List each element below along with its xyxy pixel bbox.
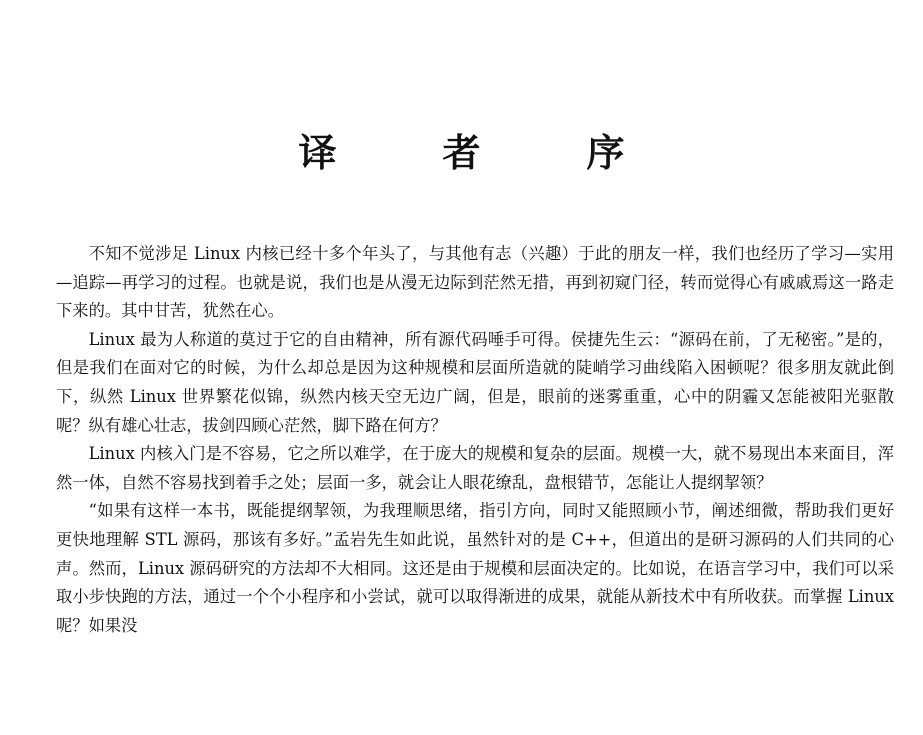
paragraph-4: “如果有这样一本书，既能提纲挈领，为我理顺思绪，指引方向，同时又能照顾小节，阐述细微，帮助我们更好更快地理解 STL 源码，那该有多好。”孟岩先生如此说，虽然针对的是 C++，但道出的是研习源码的人们共同的心声。然而，Linux 源码研究的方法却不大相同。这还是由于规模和层面决定的。比如说，在语言学习中，我们可以采取小步快跑的方法，通过一个个小程序和小尝试，就可以取得渐进的成果，就能从新技术中有所收获。而掌握 Linux 呢？如果没 [56, 501, 894, 635]
paragraph-1: 不知不觉涉足 Linux 内核已经十多个年头了，与其他有志（兴趣）于此的朋友一样，我们也经历了学习—实用—追踪—再学习的过程。也就是说，我们也是从漫无边际到茫然无措，再到初窥门径，转而觉得心有戚戚焉这一路走下来的。其中甘苦，犹然在心。 [56, 244, 894, 321]
page-title: 译 者 序 [298, 131, 659, 175]
paragraph-3: Linux 内核入门是不容易，它之所以难学，在于庞大的规模和复杂的层面。规模一大，就不易现出本来面目，浑然一体，自然不容易找到着手之处；层面一多，就会让人眼花缭乱，盘根错节，怎能让人提纲挈领？ [56, 444, 894, 492]
body-text [56, 240, 894, 640]
paragraph-2: Linux 最为人称道的莫过于它的自由精神，所有源代码唾手可得。侯捷先生云：“源码在前，了无秘密。”是的，但是我们在面对它的时候，为什么却总是因为这种规模和层面所造就的陡峭学习曲线陷入困顿呢？很多朋友就此倒下，纵然 Linux 世界繁花似锦，纵然内核天空无边广阔，但是，眼前的迷雾重重，心中的阴霾又怎能被阳光驱散呢？纵有雄心壮志，拔剑四顾心茫然，脚下路在何方？ [56, 329, 894, 435]
